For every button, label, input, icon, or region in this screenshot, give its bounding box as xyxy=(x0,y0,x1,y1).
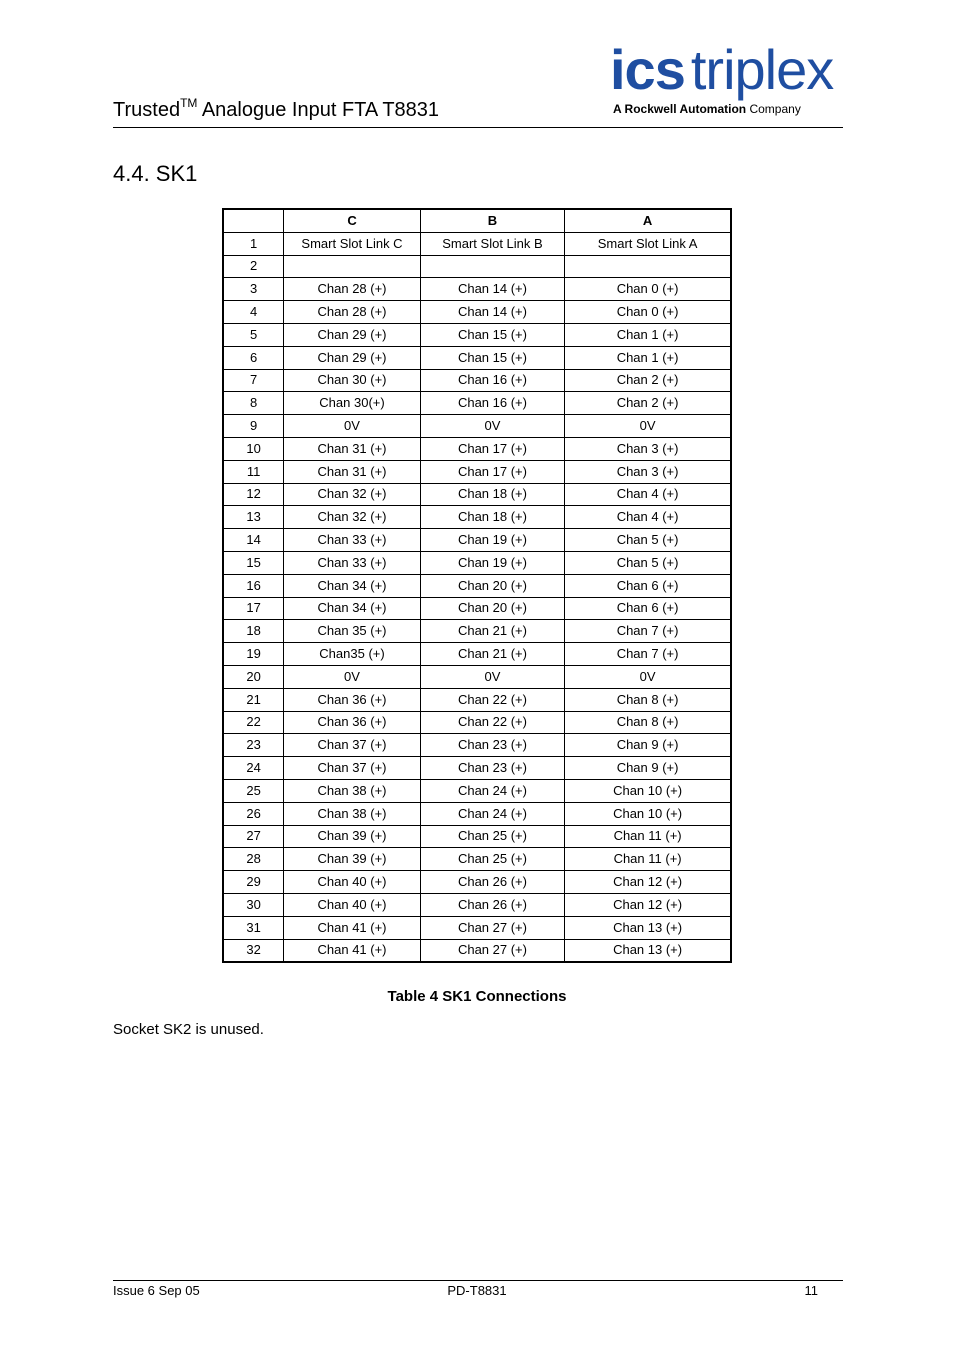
row-b-cell: Chan 16 (+) xyxy=(420,369,564,392)
row-a-cell: 0V xyxy=(565,665,731,688)
row-b-cell: Chan 24 (+) xyxy=(420,802,564,825)
pin-number-cell: 18 xyxy=(223,620,284,643)
logo-ics: ics xyxy=(610,38,685,101)
pin-number-cell: 31 xyxy=(223,916,284,939)
row-c-cell: Smart Slot Link C xyxy=(284,232,421,255)
table-row xyxy=(223,688,731,711)
pin-number-cell: 22 xyxy=(223,711,284,734)
table-row xyxy=(223,232,731,255)
pin-number-cell: 10 xyxy=(223,437,284,460)
row-c-cell: Chan 32 (+) xyxy=(284,506,421,529)
row-c-cell: Chan 31 (+) xyxy=(284,437,421,460)
pin-number-cell: 32 xyxy=(223,939,284,962)
section-heading: 4.4. SK1 xyxy=(113,161,198,186)
row-b-cell: Chan 25 (+) xyxy=(420,825,564,848)
row-a-cell: Chan 8 (+) xyxy=(565,688,731,711)
row-a-cell: Chan 6 (+) xyxy=(565,574,731,597)
table-row xyxy=(223,893,731,916)
row-c-cell: Chan 38 (+) xyxy=(284,779,421,802)
row-a-cell: Chan 9 (+) xyxy=(565,734,731,757)
pin-number-cell: 25 xyxy=(223,779,284,802)
row-c-cell: Chan 41 (+) xyxy=(284,916,421,939)
row-b-cell: Smart Slot Link B xyxy=(420,232,564,255)
header-cell-c: C xyxy=(284,209,421,232)
footer-page-number: 11 xyxy=(804,1283,818,1298)
row-b-cell: Chan 14 (+) xyxy=(420,301,564,324)
row-c-cell: Chan 31 (+) xyxy=(284,460,421,483)
title-rest: Analogue Input FTA T8831 xyxy=(197,99,440,121)
logo-tagline xyxy=(613,102,801,116)
pin-number-cell: 20 xyxy=(223,665,284,688)
row-a-cell: Chan 13 (+) xyxy=(565,916,731,939)
row-a-cell: 0V xyxy=(565,415,731,438)
row-a-cell: Chan 2 (+) xyxy=(565,369,731,392)
pin-number-cell: 3 xyxy=(223,278,284,301)
pin-number-cell: 26 xyxy=(223,802,284,825)
row-a-cell: Chan 10 (+) xyxy=(565,779,731,802)
row-c-cell: Chan 40 (+) xyxy=(284,893,421,916)
row-a-cell: Chan 2 (+) xyxy=(565,392,731,415)
row-a-cell: Chan 10 (+) xyxy=(565,802,731,825)
table-row xyxy=(223,506,731,529)
table-row xyxy=(223,323,731,346)
row-c-cell: Chan 37 (+) xyxy=(284,734,421,757)
row-b-cell: Chan 15 (+) xyxy=(420,323,564,346)
table-row xyxy=(223,301,731,324)
row-c-cell: Chan 34 (+) xyxy=(284,597,421,620)
table-row xyxy=(223,551,731,574)
row-a-cell: Chan 6 (+) xyxy=(565,597,731,620)
table-row xyxy=(223,597,731,620)
pin-number-cell: 12 xyxy=(223,483,284,506)
row-a-cell: Chan 1 (+) xyxy=(565,346,731,369)
row-a-cell: Chan 5 (+) xyxy=(565,551,731,574)
row-b-cell: 0V xyxy=(420,415,564,438)
pin-number-cell: 2 xyxy=(223,255,284,278)
row-a-cell: Chan 7 (+) xyxy=(565,620,731,643)
row-a-cell xyxy=(565,255,731,278)
row-c-cell: 0V xyxy=(284,415,421,438)
row-b-cell: Chan 21 (+) xyxy=(420,643,564,666)
table-row xyxy=(223,825,731,848)
row-c-cell: Chan 37 (+) xyxy=(284,757,421,780)
footer-issue: Issue 6 Sep 05 xyxy=(113,1283,200,1298)
row-c-cell: Chan 30(+) xyxy=(284,392,421,415)
row-b-cell: Chan 25 (+) xyxy=(420,848,564,871)
table-row xyxy=(223,734,731,757)
row-a-cell: Chan 5 (+) xyxy=(565,529,731,552)
row-b-cell: Chan 17 (+) xyxy=(420,437,564,460)
table-caption: Table 4 SK1 Connections xyxy=(387,988,567,1005)
table-row xyxy=(223,871,731,894)
table-row xyxy=(223,848,731,871)
sk1-connections-table xyxy=(222,208,732,963)
company-logo xyxy=(610,40,846,122)
body-note: Socket SK2 is unused. xyxy=(113,1021,264,1038)
row-b-cell: Chan 26 (+) xyxy=(420,871,564,894)
row-b-cell: Chan 23 (+) xyxy=(420,734,564,757)
row-b-cell: Chan 20 (+) xyxy=(420,574,564,597)
table-row xyxy=(223,643,731,666)
pin-number-cell: 23 xyxy=(223,734,284,757)
row-a-cell: Chan 13 (+) xyxy=(565,939,731,962)
pin-number-cell: 7 xyxy=(223,369,284,392)
table-row xyxy=(223,802,731,825)
row-b-cell: Chan 23 (+) xyxy=(420,757,564,780)
table-row xyxy=(223,483,731,506)
pin-number-cell: 14 xyxy=(223,529,284,552)
table-header-row xyxy=(223,209,731,232)
row-b-cell: Chan 22 (+) xyxy=(420,711,564,734)
pin-number-cell: 6 xyxy=(223,346,284,369)
pin-number-cell: 8 xyxy=(223,392,284,415)
row-c-cell: Chan 29 (+) xyxy=(284,323,421,346)
row-b-cell: 0V xyxy=(420,665,564,688)
table-row xyxy=(223,369,731,392)
row-a-cell: Chan 8 (+) xyxy=(565,711,731,734)
header-cell-a: A xyxy=(565,209,731,232)
row-a-cell: Chan 3 (+) xyxy=(565,437,731,460)
table-row xyxy=(223,916,731,939)
table-row xyxy=(223,278,731,301)
logo-tag-bold: A Rockwell Automation xyxy=(613,102,747,116)
table-row xyxy=(223,757,731,780)
row-b-cell: Chan 17 (+) xyxy=(420,460,564,483)
pin-number-cell: 1 xyxy=(223,232,284,255)
trademark-superscript: TM xyxy=(180,96,198,110)
row-b-cell: Chan 26 (+) xyxy=(420,893,564,916)
row-a-cell: Chan 12 (+) xyxy=(565,893,731,916)
title-prefix: Trusted xyxy=(113,99,181,121)
pin-number-cell: 17 xyxy=(223,597,284,620)
row-a-cell: Chan 9 (+) xyxy=(565,757,731,780)
row-b-cell: Chan 27 (+) xyxy=(420,916,564,939)
footer-doc-id: PD-T8831 xyxy=(447,1283,507,1298)
row-b-cell: Chan 19 (+) xyxy=(420,551,564,574)
row-a-cell: Chan 0 (+) xyxy=(565,301,731,324)
row-a-cell: Chan 11 (+) xyxy=(565,825,731,848)
row-a-cell: Chan 3 (+) xyxy=(565,460,731,483)
row-c-cell: Chan 28 (+) xyxy=(284,301,421,324)
row-b-cell: Chan 19 (+) xyxy=(420,529,564,552)
row-c-cell: Chan 35 (+) xyxy=(284,620,421,643)
row-c-cell: Chan 36 (+) xyxy=(284,711,421,734)
table-row xyxy=(223,665,731,688)
logo-wordmark xyxy=(610,40,833,100)
pin-number-cell: 21 xyxy=(223,688,284,711)
row-b-cell: Chan 18 (+) xyxy=(420,506,564,529)
row-b-cell: Chan 24 (+) xyxy=(420,779,564,802)
header-cell-pin xyxy=(223,209,284,232)
table-row xyxy=(223,620,731,643)
table-row xyxy=(223,415,731,438)
pin-number-cell: 13 xyxy=(223,506,284,529)
pin-number-cell: 9 xyxy=(223,415,284,438)
table-row xyxy=(223,255,731,278)
row-c-cell: Chan 33 (+) xyxy=(284,529,421,552)
row-c-cell: Chan 28 (+) xyxy=(284,278,421,301)
header-divider xyxy=(113,127,843,128)
row-b-cell: Chan 14 (+) xyxy=(420,278,564,301)
pin-number-cell: 11 xyxy=(223,460,284,483)
row-c-cell: Chan 32 (+) xyxy=(284,483,421,506)
table-row xyxy=(223,346,731,369)
row-b-cell: Chan 15 (+) xyxy=(420,346,564,369)
pin-number-cell: 30 xyxy=(223,893,284,916)
row-c-cell: Chan 29 (+) xyxy=(284,346,421,369)
row-a-cell: Chan 11 (+) xyxy=(565,848,731,871)
pin-number-cell: 15 xyxy=(223,551,284,574)
row-c-cell: Chan 38 (+) xyxy=(284,802,421,825)
row-b-cell xyxy=(420,255,564,278)
row-c-cell: Chan 34 (+) xyxy=(284,574,421,597)
row-c-cell xyxy=(284,255,421,278)
table-row xyxy=(223,460,731,483)
row-c-cell: Chan35 (+) xyxy=(284,643,421,666)
logo-tag-rest: Company xyxy=(746,102,801,116)
table-row xyxy=(223,392,731,415)
pin-number-cell: 16 xyxy=(223,574,284,597)
row-c-cell: Chan 41 (+) xyxy=(284,939,421,962)
row-c-cell: Chan 39 (+) xyxy=(284,825,421,848)
row-a-cell: Chan 0 (+) xyxy=(565,278,731,301)
table-row xyxy=(223,437,731,460)
header-cell-b: B xyxy=(420,209,564,232)
pin-number-cell: 28 xyxy=(223,848,284,871)
row-b-cell: Chan 27 (+) xyxy=(420,939,564,962)
document-title xyxy=(113,98,439,124)
row-b-cell: Chan 16 (+) xyxy=(420,392,564,415)
pin-number-cell: 29 xyxy=(223,871,284,894)
table-body xyxy=(223,232,731,962)
logo-triplex: triplex xyxy=(690,38,834,101)
row-b-cell: Chan 18 (+) xyxy=(420,483,564,506)
table-row xyxy=(223,779,731,802)
row-a-cell: Chan 7 (+) xyxy=(565,643,731,666)
row-a-cell: Smart Slot Link A xyxy=(565,232,731,255)
pin-number-cell: 27 xyxy=(223,825,284,848)
row-a-cell: Chan 12 (+) xyxy=(565,871,731,894)
row-c-cell: Chan 40 (+) xyxy=(284,871,421,894)
pin-number-cell: 5 xyxy=(223,323,284,346)
row-a-cell: Chan 4 (+) xyxy=(565,483,731,506)
row-c-cell: 0V xyxy=(284,665,421,688)
table-row xyxy=(223,574,731,597)
table-row xyxy=(223,529,731,552)
row-b-cell: Chan 21 (+) xyxy=(420,620,564,643)
footer-divider xyxy=(113,1280,843,1281)
table-row xyxy=(223,711,731,734)
row-a-cell: Chan 4 (+) xyxy=(565,506,731,529)
row-c-cell: Chan 30 (+) xyxy=(284,369,421,392)
table-row xyxy=(223,939,731,962)
pin-number-cell: 19 xyxy=(223,643,284,666)
pin-number-cell: 24 xyxy=(223,757,284,780)
row-b-cell: Chan 20 (+) xyxy=(420,597,564,620)
row-a-cell: Chan 1 (+) xyxy=(565,323,731,346)
row-c-cell: Chan 39 (+) xyxy=(284,848,421,871)
row-c-cell: Chan 36 (+) xyxy=(284,688,421,711)
row-b-cell: Chan 22 (+) xyxy=(420,688,564,711)
pin-number-cell: 4 xyxy=(223,301,284,324)
row-c-cell: Chan 33 (+) xyxy=(284,551,421,574)
